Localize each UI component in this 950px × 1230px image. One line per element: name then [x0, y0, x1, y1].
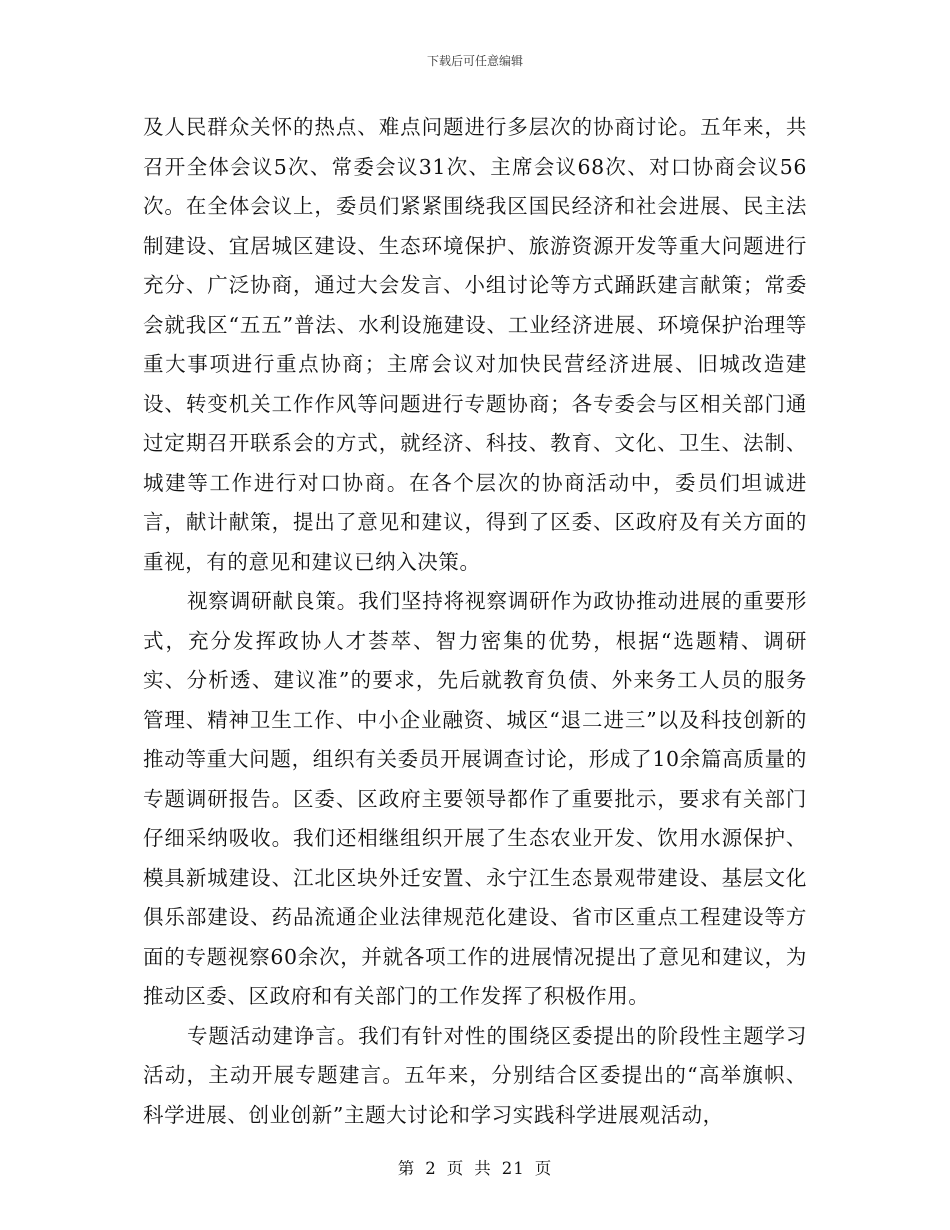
- footer-total-label: 共: [474, 1159, 492, 1178]
- page-header: [0, 52, 950, 69]
- body-paragraph: 及人民群众关怀的热点、难点问题进行多层次的协商讨论。五年来，共召开全体会议5次、常委会议31次、主席会议68次、对口协商会议56次。在全体会议上，委员们紧紧围绕我区国民经济和社会进展、民主法制建设、宜居城区建设、生态环境保护、旅游资源开发等重大问题进行充分、广泛协商，通过大会发言、小组讨论等方式踊跃建言献策；常委会就我区“五五”普法、水利设施建设、工业经济进展、环境保护治理等重大事项进行重点协商；主席会议对加快民营经济进展、旧城改造建设、转变机关工作作风等问题进行专题协商；各专委会与区相关部门通过定期召开联系会的方式，就经济、科技、教育、文化、卫生、法制、城建等工作进行对口协商。在各个层次的协商活动中，委员们坦诚进言，献计献策，提出了意见和建议，得到了区委、区政府及有关方面的重视，有的意见和建议已纳入决策。: [143, 115, 807, 574]
- footer-suffix: 页: [534, 1159, 553, 1178]
- document-body: [143, 108, 807, 1135]
- body-paragraph: 专题活动建诤言。我们有针对性的围绕区委提出的阶段性主题学习活动，主动开展专题建言。五年来，分别结合区委提出的“高举旗帜、科学进展、创业创新”主题大讨论和学习实践科学进展观活动，: [143, 1023, 807, 1127]
- footer-page-number: 2: [425, 1159, 437, 1178]
- header-text: 下载后可任意编辑: [426, 54, 523, 68]
- body-paragraph: 视察调研献良策。我们坚持将视察调研作为政协推动进展的重要形式，充分发挥政协人才荟萃、智力密集的优势，根据“选题精、调研实、分析透、建议准”的要求，先后就教育负债、外来务工人员的服务管理、精神卫生工作、中小企业融资、城区“退二进三”以及科技创新的推动等重大问题，组织有关委员开展调查讨论，形成了10余篇高质量的专题调研报告。区委、区政府主要领导都作了重要批示，要求有关部门仔细采纳吸收。我们还相继组织开展了生态农业开发、饮用水源保护、模具新城建设、江北区块外迁安置、永宁江生态景观带建设、基层文化俱乐部建设、药品流通企业法律规范化建设、省市区重点工程建设等方面的专题视察60余次，并就各项工作的进展情况提出了意见和建议，为推动区委、区政府和有关部门的工作发挥了积极作用。: [143, 589, 807, 1008]
- page-footer: [0, 1155, 950, 1179]
- footer-prefix: 第: [397, 1159, 416, 1178]
- footer-total-pages: 21: [501, 1159, 525, 1178]
- footer-page-label: 页: [446, 1159, 465, 1178]
